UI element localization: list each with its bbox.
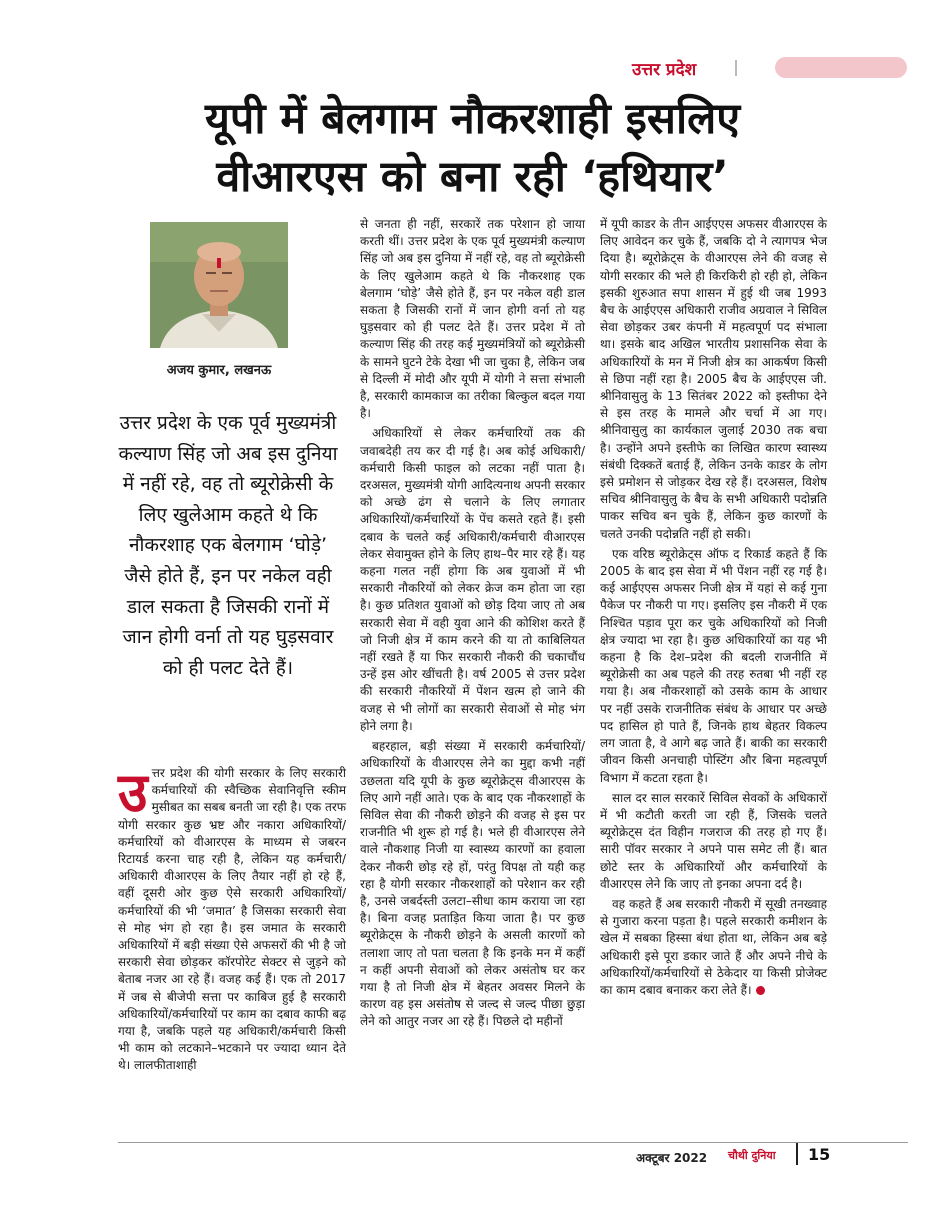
section-label: उत्तर प्रदेश (632, 60, 697, 80)
article-column-1 (118, 761, 346, 1078)
footer-date: अक्टूबर 2022 (636, 1151, 708, 1165)
article-paragraph: में यूपी काडर के तीन आईएएस अफसर वीआरएस के लिए आवेदन कर चुके हैं, जबकि दो ने त्यागपत्र भेज दिया है। ब्यूरोक्रेट्स के वीआरएस लेने की वजह से योगी सरकार की भले ही किरकिरी हो रही हो, लेकिन इसकी शुरुआत सपा शासन में हुई थी जब 1993 बैच के आईएएस अधिकारी राजीव अग्रवाल ने सिविल सेवा छोड़कर उबर कंपनी में महत्वपूर्ण पद संभाला था। इसके बाद अखिल भारतीय प्रशासनिक सेवा के अधिकारियों के मन में निजी क्षेत्र का आकर्षण किसी से छिपा नहीं रहा है। 2005 बैच के आईएएस जी. श्रीनिवासुलु के 13 सितंबर 2022 को इस्तीफा देने से इस तरह के मामले और चर्चा में आ गए। श्रीनिवासुलु का कार्यकाल जुलाई 2030 तक बचा है। उन्होंने अपने इस्तीफे का लिखित कारण स्वास्थ्य संबंधी दिक्कतें बताई हैं, लेकिन उनके काडर के लोग इसे प्रमोशन से जोड़कर देख रहे हैं। दरअसल, विशेष सचिव श्रीनिवासुलु के बैच के सभी अधिकारी पदोन्नति पाकर सचिव बन चुके हैं, लेकिन कुछ कारणों के चलते उनकी पदोन्नति नहीं हो सकी। (600, 217, 827, 541)
author-photo (150, 222, 288, 348)
article-paragraph (600, 896, 827, 999)
section-pill (775, 57, 907, 78)
headline (40, 90, 905, 206)
article-paragraph: बहरहाल, बड़ी संख्या में सरकारी कर्मचारियों/अधिकारियों के वीआरएस लेने का मुद्दा कभी नहीं उछलता यदि यूपी के कुछ ब्यूरोक्रेट्स वीआरएस के लिए आगे नहीं आते। एक के बाद एक नौकरशाहों के सिविल सेवा की नौकरी छोड़ने की वजह से इस पर राजनीति भी शुरू हो गई है। भले ही वीआरएस लेने वाले नौकशाह निजी या स्वास्थ्य कारणों का हवाला देकर नौकरी छोड़ रहे हों, परंतु विपक्ष तो यही कह रहा है योगी सरकार नौकरशाहों को परेशान कर रही है, उनसे जबर्दस्ती उलटा–सीधा काम कराया जा रहा है। बिना वजह प्रताड़ित किया जाता है। पर कुछ ब्यूरोक्रेट्स के नौकरी छोड़ने के असली कारणों को तलाशा जाए तो पता चलता है कि इनके मन में कहीं न कहीं अपनी सेवाओं को लेकर असंतोष घर कर गया है तो निजी क्षेत्र में बेहतर अवसर मिलने के कारण वह इस असंतोष से जल्द से जल्द पीछा छुड़ा लेने को आतुर नजर आ रहे हैं। पिछले दो महीनों (360, 739, 585, 1029)
article-paragraph (118, 761, 346, 1075)
headline-line-1: यूपी में बेलगाम नौकरशाही इसलिए (204, 94, 741, 144)
headline-line-2: वीआरएस को बना रही ‘हथियार’ (216, 152, 729, 202)
author-byline: अजय कुमार, लखनऊ (166, 363, 272, 378)
section-divider (735, 60, 737, 76)
paragraph-text: वह कहते हैं अब सरकारी नौकरी में सूखी तनख्वाह से गुजारा करना पड़ता है। पहले सरकारी कमीशन के खेल में सबका हिस्सा बंधा होता था, लेकिन अब बड़े अधिकारी इसे पूरा डकार जाते हैं और अपने नीचे के अधिकारियों/कर्मचारियों से ठेकेदार या किसी प्रोजेक्ट का काम दबाव बनाकर करा लेते हैं। (600, 896, 827, 997)
paragraph-text: त्तर प्रदेश की योगी सरकार के लिए सरकारी कर्मचारियों की स्वैच्छिक सेवानिवृत्ति स्कीम मुसीबत का सबब बनती जा रही है। एक तरफ योगी सरकार कुछ भ्रष्ट और नकारा अधिकारियों/ कर्मचारियों को वीआरएस के माध्यम से जबरन रिटायर्ड करना चाह रही है, लेकिन यह कर्मचारी/अधिकारी वीआरएस के लिए तैयार नहीं हो रहे हैं, वहीं दूसरी ओर कुछ ऐसे सरकारी अधिकारियों/ कर्मचारियों की भी ‘जमात’ है जिसका सरकारी सेवा से मोह भंग हो रहा है। इस जमात के सरकारी अधिकारियों में बड़ी संख्या ऐसे अफसरों की भी है जो सरकारी सेवा छोड़कर कॉरपोरेट सेक्टर से जुड़ने को बेताब नजर आ रहे हैं। वजह कई हैं। एक तो 2017 में जब से बीजेपी सत्ता पर काबिज हुई है सरकारी अधिकारियों/कर्मचारियों पर काम का दबाव काफी बढ़ गया है, जबकि पहले यह अधिकारी/कर्मचारी किसी भी काम को लटकाने–भटकाने पर ज्यादा ध्यान देते थे। लालफीताशाही (118, 766, 346, 1073)
drop-cap: उ (118, 761, 148, 824)
article-paragraph: अधिकारियों से लेकर कर्मचारियों तक की जवाबदेही तय कर दी गई है। अब कोई अधिकारी/कर्मचारी किसी फाइल को लटका नहीं पाता है। दरअसल, मुख्यमंत्री योगी आदित्यनाथ अपनी सरकार को अच्छे ढंग से चलाने के लिए लगातार अधिकारियों/कर्मचारियों के पेंच कसते रहते हैं। इसी दबाव के चलते कई अधिकारी/कर्मचारी वीआरएस लेकर सेवामुक्त होने के लिए हाथ–पैर मार रहे हैं। यह कहना गलत नहीं होगा कि अब युवाओं में भी सरकारी नौकरियों को लेकर क्रेज कम होता जा रहा है। कुछ प्रतिशत युवाओं को छोड़ दिया जाए तो अब सरकारी सेवा में वही युवा आने की कोशिश करते हैं जो निजी क्षेत्र में काम करने की या तो काबिलियत नहीं रखते हैं या फिर सरकारी नौकरी की चकाचौंध उन्हें इस ओर खींचती है। वर्ष 2005 से उत्तर प्रदेश की सरकारी नौकरियों में पेंशन खत्म हो जाने की वजह से भी लोगों का सरकारी सेवाओं से मोह भंग होने लगा है। (360, 426, 585, 733)
article-paragraph: साल दर साल सरकारें सिविल सेवकों के अधिकारों में भी कटौती करती जा रही हैं, जिसके चलते ब्यूरोक्रेट्स दंत विहीन गजराज की तरह हो गए हैं। सारी पॉवर सरकार ने अपने पास समेट ली हैं। बात छोटे स्तर के अधिकारियों और कर्मचारियों के वीआरएस लेने कि जाए तो इनका अपना दर्द है। (600, 790, 827, 891)
footer-separator (796, 1143, 798, 1165)
article-column-2 (360, 216, 585, 1034)
magazine-logo: चौथी दुनिया (728, 1149, 776, 1162)
pull-quote: उत्तर प्रदेश के एक पूर्व मुख्यमंत्री कल्याण सिंह जो अब इस दुनिया में नहीं रहे, वह तो ब्यूरोक्रेसी के लिए खुलेआम कहते थे कि नौकरशाह एक बेलगाम ‘घोड़े’ जैसे होते हैं, इन पर नकेल वही डाल सकता है जिसकी रानों में जान होगी वर्ना तो यह घुड़सवार को ही पलट देते हैं। (118, 412, 338, 679)
article-column-3 (600, 216, 827, 1002)
footer-divider (118, 1142, 908, 1143)
page-number: 15 (808, 1145, 831, 1164)
article-paragraph: से जनता ही नहीं, सरकारें तक परेशान हो जाया करती थीं। उत्तर प्रदेश के एक पूर्व मुख्यमंत्री कल्याण सिंह जो अब इस दुनिया में नहीं रहे, वह तो ब्यूरोक्रेसी के लिए खुलेआम कहते थे कि नौकरशाह एक बेलगाम ‘घोड़े’ जैसे होते हैं, इन पर नकेल वही डाल सकता है जिसकी रानों में जान होगी वर्ना तो यह घुड़सवार को ही पलट देते हैं। उत्तर प्रदेश में तो कल्याण सिंह की तरह कई मुख्यमंत्रियों को ब्यूरोक्रेसी के सामने घुटने टेके देखा भी जा चुका है, लेकिन जब से दिल्ली में मोदी और यूपी में योगी ने सत्ता संभाली है, सरकारी कामकाज का तरीका बिल्कुल बदल गया है। (360, 217, 585, 421)
end-of-article-icon (756, 986, 765, 995)
article-paragraph: एक वरिष्ठ ब्यूरोक्रेट्स ऑफ द रिकार्ड कहते हैं कि 2005 के बाद इस सेवा में भी पेंशन नहीं रह गई है। कई आईएएस अफसर निजी क्षेत्र में यहां से कई गुना पैकेज पर नौकरी पा गए। इसलिए इस नौकरी में एक निश्चित पड़ाव पूरा कर चुके अधिकारियों को निजी क्षेत्र ज्यादा भा रहा है। कुछ अधिकारियों का यह भी कहना है कि देश–प्रदेश की बदली राजनीति में ब्यूरोक्रेसी का अब पहले की तरह रुतबा भी नहीं रह गया है। अब नौकरशाहों को उसके काम के आधार पर नहीं उसके राजनीतिक संबंध के आधार पर अच्छे पद हासिल हो पाते हैं, जिनके हाथ बेहतर विकल्प लग जाता है, वे आगे बढ़ जाते हैं। बाकी का सरकारी जीवन किसी अनचाही पोस्टिंग और बिना महत्वपूर्ण विभाग में कटता रहता है। (600, 546, 827, 785)
author-portrait-icon (150, 222, 288, 348)
